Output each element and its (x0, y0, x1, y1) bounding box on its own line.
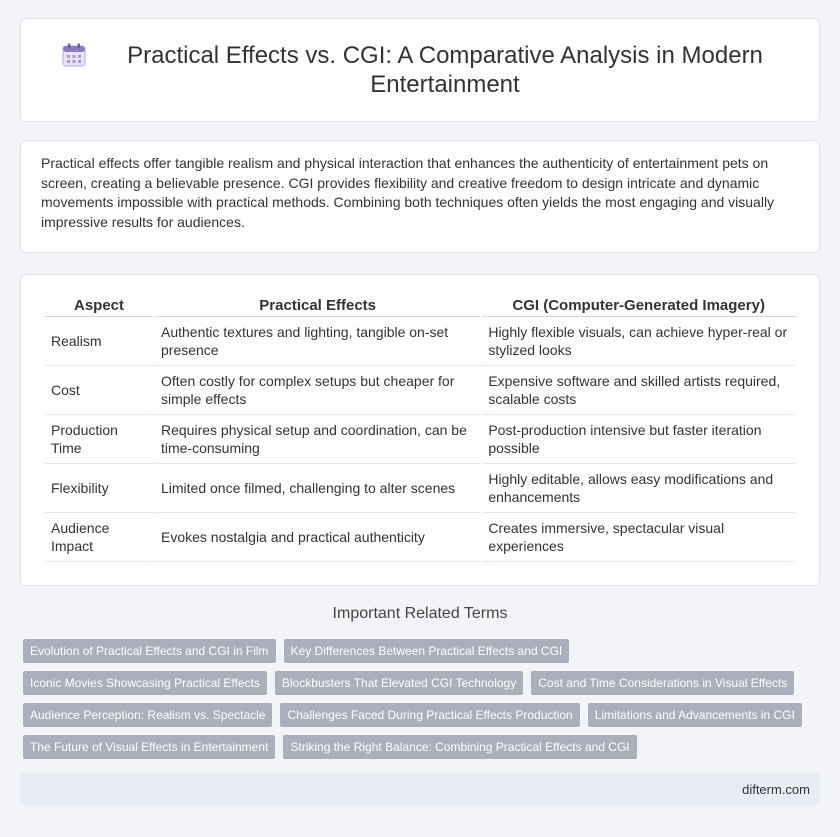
cell-cgi: Creates immersive, spectacular visual experiences (482, 513, 795, 562)
cell-aspect: Production Time (45, 415, 153, 464)
related-term-tag[interactable]: Key Differences Between Practical Effects and CGI (284, 639, 570, 663)
related-term-tag[interactable]: Audience Perception: Realism vs. Spectacle (23, 703, 272, 727)
comparison-table-card (20, 274, 820, 586)
comparison-table (43, 295, 797, 562)
table-row (45, 317, 795, 366)
table-header-row (45, 295, 795, 317)
related-term-tag[interactable]: Blockbusters That Elevated CGI Technology (275, 671, 523, 695)
calendar-icon (61, 42, 87, 68)
cell-aspect: Cost (45, 366, 153, 415)
related-term-tag[interactable]: Challenges Faced During Practical Effects Production (280, 703, 579, 727)
page-title: Practical Effects vs. CGI: A Comparative Analysis in Modern Entertainment (127, 42, 763, 98)
table-row (45, 415, 795, 464)
tag-row (23, 639, 813, 663)
cell-cgi: Post-production intensive but faster iteration possible (482, 415, 795, 464)
cell-practical: Limited once filmed, challenging to alter scenes (155, 464, 480, 513)
header-practical: Practical Effects (155, 295, 480, 317)
cell-aspect: Audience Impact (45, 513, 153, 562)
tag-row (23, 703, 813, 727)
cell-aspect: Flexibility (45, 464, 153, 513)
related-term-tag[interactable]: Limitations and Advancements in CGI (588, 703, 802, 727)
table-row (45, 366, 795, 415)
intro-card (20, 140, 820, 253)
cell-practical: Authentic textures and lighting, tangible on-set presence (155, 317, 480, 366)
related-term-tag[interactable]: Striking the Right Balance: Combining Practical Effects and CGI (283, 735, 636, 759)
header-cgi: CGI (Computer-Generated Imagery) (482, 295, 795, 317)
table-row (45, 464, 795, 513)
tag-row (23, 735, 813, 759)
cell-practical: Often costly for complex setups but cheaper for simple effects (155, 366, 480, 415)
cell-practical: Evokes nostalgia and practical authenticity (155, 513, 480, 562)
footer (20, 773, 820, 806)
table-row (45, 513, 795, 562)
related-terms-list (23, 639, 813, 767)
related-terms-title: Important Related Terms (332, 605, 508, 622)
header-aspect: Aspect (45, 295, 153, 317)
cell-aspect: Realism (45, 317, 153, 366)
cell-practical: Requires physical setup and coordination, can be time-consuming (155, 415, 480, 464)
related-term-tag[interactable]: Evolution of Practical Effects and CGI in Film (23, 639, 276, 663)
intro-text: Practical effects offer tangible realism and physical interaction that enhances the authenticity of entertainment pets on screen, creating a believable presence. CGI provides flexibility and creative freedom to design intricate and dynamic movements impossible with practical methods. Combining both techniques often yields the most engaging and visually impressive results for audiences. (41, 155, 775, 230)
header-card (20, 18, 820, 122)
related-term-tag[interactable]: Cost and Time Considerations in Visual Effects (531, 671, 794, 695)
cell-cgi: Expensive software and skilled artists required, scalable costs (482, 366, 795, 415)
cell-cgi: Highly editable, allows easy modifications and enhancements (482, 464, 795, 513)
footer-site-link[interactable]: difterm.com (742, 782, 810, 797)
related-term-tag[interactable]: The Future of Visual Effects in Entertainment (23, 735, 275, 759)
tag-row (23, 671, 813, 695)
cell-cgi: Highly flexible visuals, can achieve hyper-real or stylized looks (482, 317, 795, 366)
related-term-tag[interactable]: Iconic Movies Showcasing Practical Effects (23, 671, 267, 695)
